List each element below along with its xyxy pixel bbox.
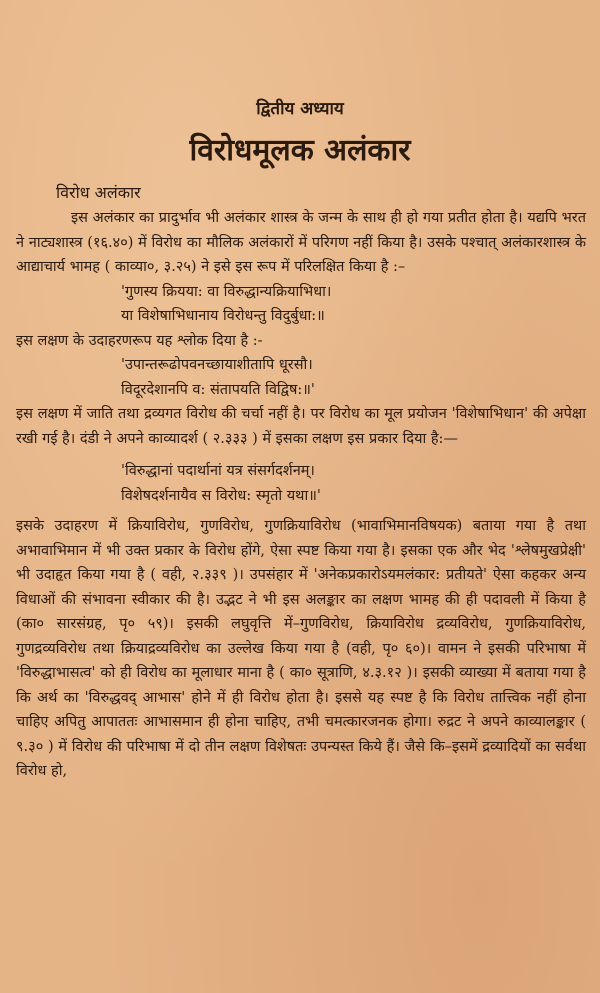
paragraph-discussion: इसके उदाहरण में क्रियाविरोध, गुणविरोध, गुणक्रियाविरोध (भावाभिमानविषयक) बताया गया है तथा अभावाभिमान में भी उक्त प्रकार के विरोध होंगे, ऐसा स्पष्ट किया गया है। इसका एक और भेद 'श्लेषमुखप्रेक्षी' भी उदाहृत किया गया है ( वही, २.३३९ )। उपसंहार में 'अनेकप्रकारोऽयमलंकार: प्रतीयते' ऐसा कहकर अन्य विधाओं की संभावना स्वीकार की है। उद्भट ने भी इस अलङ्कार का लक्षण भामह की ही पदावली में किया है (का० सारसंग्रह, पृ० ५९)। इसकी लघुवृत्ति में–गुणविरोध, क्रियाविरोध द्रव्यविरोध, गुणक्रियाविरोध, गुणद्रव्यविरोध तथा क्रियाद्रव्यविरोध का उल्लेख किया गया है (वही, पृ० ६०)। वामन ने इसकी परिभाषा में 'विरुद्धाभासत्व' को ही विरोध का मूलाधार माना है ( का० सूत्राणि, ४.३.१२ )। इसकी व्याख्या में बताया गया है कि अर्थ का 'विरुद्धवद् आभास' होने में ही विरोध होता है। इससे यह स्पष्ट है कि विरोध तात्त्विक नहीं होना चाहिए अपितु आपाततः आभासमान ही होना चाहिए, तभी चमत्कारजनक होगा। रुद्रट ने अपने काव्यालङ्कार ( ९.३० ) में विरोध की परिभाषा में दो तीन लक्षण विशेषतः उपन्यस्त किये हैं। जैसे कि–इसमें द्रव्यादियों का सर्वथा विरोध हो, (16, 518, 586, 779)
verse-example-line-2: विदूरदेशानपि व: संतापयति विद्विष:॥' (121, 381, 315, 398)
verse-example-line-1: 'उपान्तरूढोपवनच्छायाशीतापि धूरसौ। (121, 357, 313, 373)
verse-bhamaha-line-1: 'गुणस्य क्रियया: वा विरुद्धान्यक्रियाभिधा। (121, 283, 332, 300)
chapter-label: द्वितीय अध्याय (256, 99, 344, 119)
page-body (16, 180, 586, 784)
paragraph-dandi: इस लक्षण में जाति तथा द्रव्यगत विरोध की चर्चा नहीं है। पर विरोध का मूल प्रयोजन 'विशेषाभिधान' की अपेक्षा रखी गई है। दंडी ने अपने काव्यादर्श ( २.३३३ ) में इसका लक्षण इस प्रकार दिया है:— (16, 406, 586, 447)
verse-bhamaha-line-2: या विशेषाभिधानाय विरोधन्तु विदुर्बुधा:॥ (121, 308, 325, 324)
section-heading: विरोध अलंकार (56, 183, 141, 202)
paragraph-intro: इस अलंकार का प्रादुर्भाव भी अलंकार शास्त्र के जन्म के साथ ही हो गया प्रतीत होता है। यद्यपि भरत ने नाट्यशास्त्र (१६.४०) में विरोध का मौलिक अलंकारों में परिगण नहीं किया है। उसके पश्चात् अलंकारशास्त्र के आद्याचार्य भामह ( काव्या०, ३.२५) ने इसे इस रूप में परिलक्षित किया है :– (16, 210, 586, 275)
verse-dandi-line-1: 'विरुद्धानां पदार्थानां यत्र संसर्गदर्शनम्। (121, 463, 315, 479)
chapter-title: विरोधमूलक अलंकार (189, 133, 411, 168)
verse-dandi-line-2: विशेषदर्शनायैव स विरोध: स्मृतो यथा॥' (121, 487, 321, 504)
paragraph-example-intro: इस लक्षण के उदाहरणरूप यह श्लोक दिया है :- (16, 332, 263, 349)
